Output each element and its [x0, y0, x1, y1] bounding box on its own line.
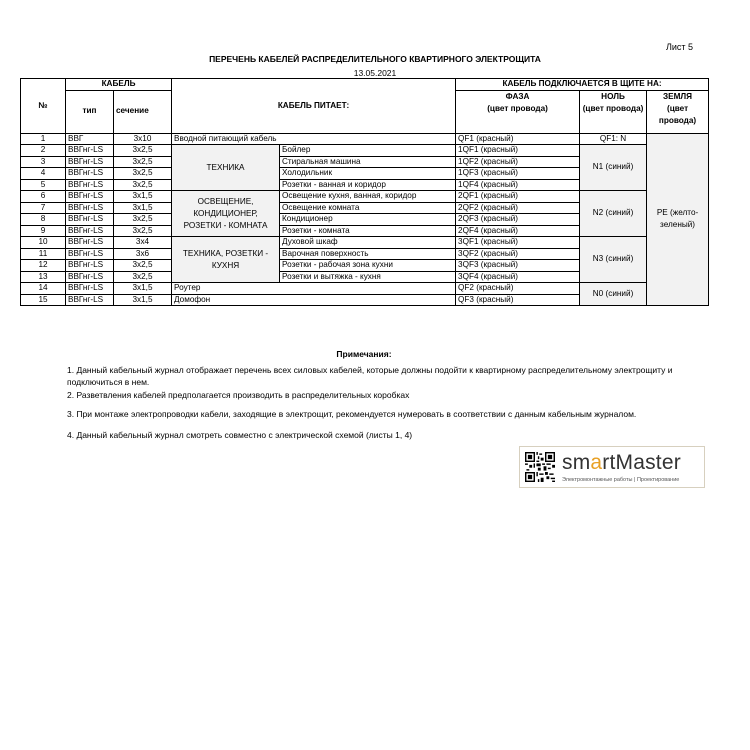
header-section: сечение	[114, 90, 172, 133]
row-number: 3	[21, 156, 66, 168]
cable-feed: Кондиционер	[280, 214, 456, 226]
smartmaster-logo	[519, 446, 705, 488]
cable-feed: Вводной питающий кабель	[172, 133, 456, 145]
cable-feed: Духовой шкаф	[280, 237, 456, 249]
cable-feed: Бойлер	[280, 145, 456, 157]
row-number: 13	[21, 271, 66, 283]
cable-feed: Холодильник	[280, 168, 456, 180]
table-row	[21, 145, 709, 157]
cable-feed: Розетки и вытяжка - кухня	[280, 271, 456, 283]
header-neutral	[580, 90, 647, 133]
cable-phase: 1QF4 (красный)	[456, 179, 580, 191]
cable-type: ВВГнг-LS	[66, 156, 114, 168]
header-phase-text: ФАЗА (цвет провода)	[487, 91, 548, 113]
cable-section: 3x2,5	[114, 260, 172, 272]
cable-feed: Розетки - ванная и коридор	[280, 179, 456, 191]
cable-feed: Стиральная машина	[280, 156, 456, 168]
cable-type: ВВГнг-LS	[66, 260, 114, 272]
cable-section: 3x2,5	[114, 214, 172, 226]
cable-section: 3x6	[114, 248, 172, 260]
cable-type: ВВГнг-LS	[66, 283, 114, 295]
cable-section: 3x1,5	[114, 202, 172, 214]
cable-section: 3x10	[114, 133, 172, 145]
cable-type: ВВГнг-LS	[66, 145, 114, 157]
cable-neutral: QF1: N	[580, 133, 647, 145]
cable-type: ВВГнг-LS	[66, 271, 114, 283]
cable-phase: QF3 (красный)	[456, 294, 580, 306]
cable-section: 3x2,5	[114, 271, 172, 283]
cable-phase: 2QF2 (красный)	[456, 202, 580, 214]
cable-section: 3x2,5	[114, 179, 172, 191]
row-number: 4	[21, 168, 66, 180]
header-earth	[647, 90, 709, 133]
cable-phase: 2QF1 (красный)	[456, 191, 580, 203]
cable-type: ВВГнг-LS	[66, 191, 114, 203]
cable-phase: 1QF1 (красный)	[456, 145, 580, 157]
header-number: №	[21, 79, 66, 134]
cable-section: 3x2,5	[114, 145, 172, 157]
cable-table	[20, 78, 709, 306]
row-number: 7	[21, 202, 66, 214]
header-phase	[456, 90, 580, 133]
row-number: 9	[21, 225, 66, 237]
cable-type: ВВГнг-LS	[66, 248, 114, 260]
cable-phase: 1QF3 (красный)	[456, 168, 580, 180]
header-neutral-text: НОЛЬ (цвет провода)	[582, 91, 644, 113]
cable-section: 3x4	[114, 237, 172, 249]
cable-neutral: N1 (синий)	[580, 145, 647, 191]
table-row	[21, 133, 709, 145]
cable-feed: Розетки - комната	[280, 225, 456, 237]
brand-tagline: Электромонтажные работы | Проектирование	[562, 477, 680, 483]
cable-type: ВВГ	[66, 133, 114, 145]
cable-section: 3x1,5	[114, 191, 172, 203]
cable-type: ВВГнг-LS	[66, 179, 114, 191]
row-number: 5	[21, 179, 66, 191]
notes-title: Примечания:	[336, 349, 392, 359]
row-number: 14	[21, 283, 66, 295]
table-row	[21, 191, 709, 203]
brand-part: Master	[615, 451, 681, 474]
row-number: 8	[21, 214, 66, 226]
cable-feed: Варочная поверхность	[280, 248, 456, 260]
row-number: 11	[21, 248, 66, 260]
cable-phase: 1QF2 (красный)	[456, 156, 580, 168]
row-number: 15	[21, 294, 66, 306]
brand-name	[562, 451, 681, 475]
table-row	[21, 237, 709, 249]
row-number: 12	[21, 260, 66, 272]
cable-phase: QF1 (красный)	[456, 133, 580, 145]
row-number: 10	[21, 237, 66, 249]
cable-neutral: N2 (синий)	[580, 191, 647, 237]
document-title: ПЕРЕЧЕНЬ КАБЕЛЕЙ РАСПРЕДЕЛИТЕЛЬНОГО КВАРТИРНОГО ЭЛЕКТРОЩИТА	[209, 54, 541, 64]
cable-section: 3x2,5	[114, 168, 172, 180]
cable-neutral: N0 (синий)	[580, 283, 647, 306]
cable-phase: 3QF4 (красный)	[456, 271, 580, 283]
cable-feed: Розетки - рабочая зона кухни	[280, 260, 456, 272]
qr-code-icon	[525, 452, 555, 482]
cable-phase: 3QF1 (красный)	[456, 237, 580, 249]
brand-accent-letter: a	[590, 451, 603, 474]
row-number: 2	[21, 145, 66, 157]
cable-section: 3x1,5	[114, 283, 172, 295]
note-4: 4. Данный кабельный журнал смотреть совместно с электрической схемой (листы 1, 4)	[67, 430, 413, 440]
cable-phase: 3QF2 (красный)	[456, 248, 580, 260]
cable-feed: Роутер	[172, 283, 456, 295]
group-kitchen: ТЕХНИКА, РОЗЕТКИ - КУХНЯ	[172, 237, 280, 283]
document-date: 13.05.2021	[353, 68, 397, 78]
header-earth-text: ЗЕМЛЯ (цвет провода)	[658, 91, 697, 125]
cable-type: ВВГнг-LS	[66, 168, 114, 180]
sheet-number: Лист 5	[665, 42, 693, 52]
cable-type: ВВГнг-LS	[66, 294, 114, 306]
cable-type: ВВГнг-LS	[66, 202, 114, 214]
cable-neutral: N3 (синий)	[580, 237, 647, 283]
cable-type: ВВГнг-LS	[66, 237, 114, 249]
note-3: 3. При монтаже электропроводки кабели, заходящие в электрощит, рекомендуется нумеровать в соответствии с данным кабельным журналом.	[67, 409, 637, 419]
cable-earth: PE (желто-зеленый)	[647, 133, 709, 306]
cable-phase: 2QF4 (красный)	[456, 225, 580, 237]
cable-feed: Освещение кухня, ванная, коридор	[280, 191, 456, 203]
table-row	[21, 283, 709, 295]
brand-part: rt	[602, 451, 616, 474]
row-number: 6	[21, 191, 66, 203]
cable-phase: 2QF3 (красный)	[456, 214, 580, 226]
header-connects: КАБЕЛЬ ПОДКЛЮЧАЕТСЯ В ЩИТЕ НА:	[456, 79, 709, 91]
cable-phase: 3QF3 (красный)	[456, 260, 580, 272]
cable-section: 3x2,5	[114, 156, 172, 168]
group-tech: ТЕХНИКА	[172, 145, 280, 191]
header-type: тип	[66, 90, 114, 133]
cable-section: 3x1,5	[114, 294, 172, 306]
cable-phase: QF2 (красный)	[456, 283, 580, 295]
row-number: 1	[21, 133, 66, 145]
cable-type: ВВГнг-LS	[66, 214, 114, 226]
brand-part: sm	[562, 451, 591, 474]
cable-section: 3x2,5	[114, 225, 172, 237]
cable-feed: Домофон	[172, 294, 456, 306]
note-1: 1. Данный кабельный журнал отображает перечень всех силовых кабелей, которые должны подойти к квартирному распределительному электрощиту и подключиться в нем.	[67, 365, 673, 387]
cable-type: ВВГнг-LS	[66, 225, 114, 237]
group-light: ОСВЕЩЕНИЕ, КОНДИЦИОНЕР, РОЗЕТКИ - КОМНАТА	[172, 191, 280, 237]
header-feeds: КАБЕЛЬ ПИТАЕТ:	[172, 79, 456, 134]
header-cable: КАБЕЛЬ	[66, 79, 172, 91]
cable-feed: Освещение комната	[280, 202, 456, 214]
note-2: 2. Разветвления кабелей предполагается производить в распределительных коробках	[67, 390, 410, 400]
